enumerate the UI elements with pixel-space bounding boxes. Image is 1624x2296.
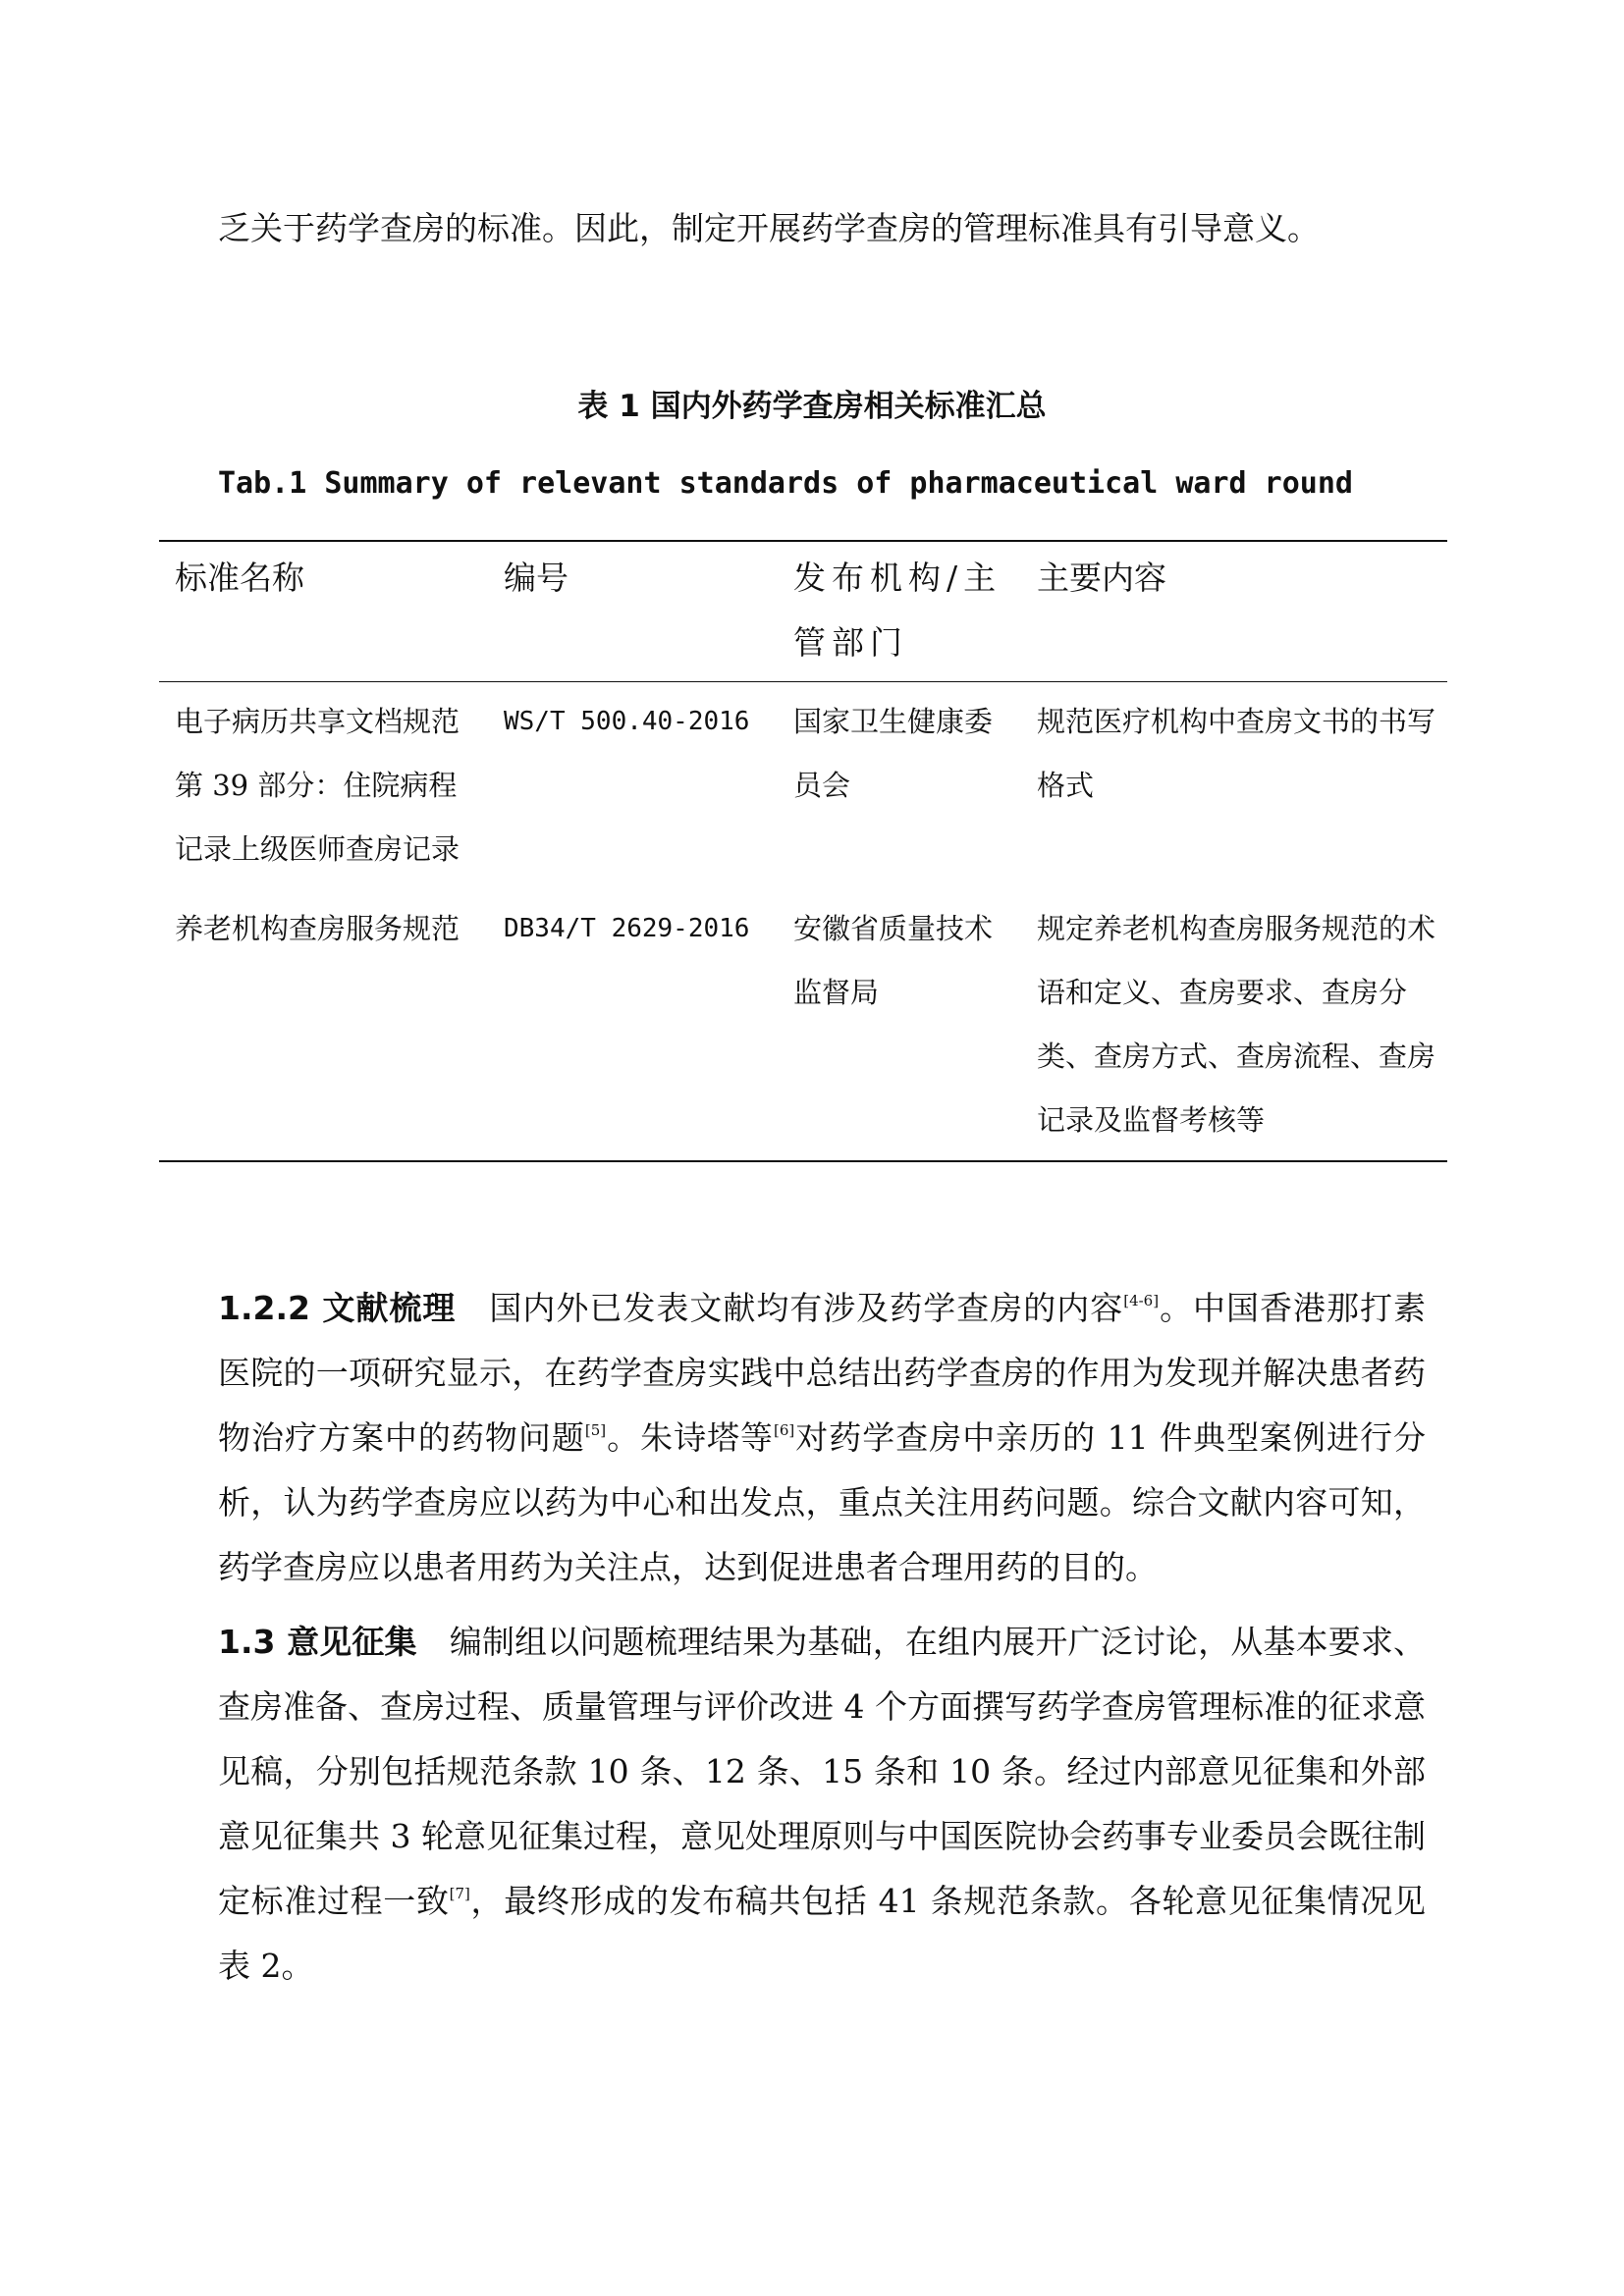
paragraph-text: 。中国香港那打素医院的一项研究显示，在药学查房实践中总结出药学查房的作用为发现并解决患者药物治疗方案中的药物问题 <box>218 1289 1427 1457</box>
cell-standard-name: 电子病历共享文档规范第 39 部分：住院病程记录上级医师查房记录 <box>175 705 460 866</box>
cell-organization: 国家卫生健康委员会 <box>793 705 994 802</box>
table-row <box>159 682 1447 890</box>
citation-ref: [6] <box>774 1421 795 1439</box>
table-caption-en: Tab.1 Summary of relevant standards of pharmaceutical ward round <box>218 466 1353 501</box>
section-1-2-2-paragraph <box>218 1276 1426 1600</box>
header-organization: 发布机构/主管部门 <box>793 559 1002 662</box>
cell-main-content: 规范医疗机构中查房文书的书写格式 <box>1037 705 1436 802</box>
cell-main-content: 规定养老机构查房服务规范的术语和定义、查房要求、查房分类、查房方式、查房流程、查房记录及监督考核等 <box>1037 912 1436 1137</box>
header-standard-name: 标准名称 <box>175 559 304 597</box>
table-row <box>159 889 1447 1161</box>
citation-ref: [5] <box>584 1421 607 1439</box>
paragraph-text: 对药学查房中亲历的 11 件典型案例进行分析，认为药学查房应以药为中心和出发点，重点关注用药问题。综合文献内容可知，药学查房应以患者用药为关注点，达到促进患者合理用药的目的。 <box>218 1418 1426 1586</box>
standards-table <box>159 540 1447 1162</box>
cell-code: WS/T 500.40-2016 <box>504 707 750 736</box>
cell-code: DB34/T 2629-2016 <box>504 914 750 943</box>
header-main-content: 主要内容 <box>1037 559 1166 597</box>
header-code: 编号 <box>504 559 568 597</box>
table-caption-cn: 表 1 国内外药学查房相关标准汇总 <box>577 389 1047 424</box>
cell-standard-name: 养老机构查房服务规范 <box>175 912 460 945</box>
section-1-3-paragraph <box>218 1610 1426 1999</box>
intro-paragraph: 乏关于药学查房的标准。因此，制定开展药学查房的管理标准具有引导意义。 <box>218 209 1320 247</box>
section-heading-1-2-2: 1.2.2 文献梳理 <box>218 1289 457 1327</box>
paragraph-text: 国内外已发表文献均有涉及药学查房的内容 <box>488 1289 1124 1327</box>
section-heading-1-3: 1.3 意见征集 <box>218 1623 417 1661</box>
citation-ref: [4-6] <box>1123 1292 1160 1309</box>
paragraph-text: 。朱诗塔等 <box>606 1418 775 1457</box>
table-header-row <box>159 541 1447 682</box>
cell-organization: 安徽省质量技术监督局 <box>793 912 994 1009</box>
paragraph-text: ，最终形成的发布稿共包括 41 条规范条款。各轮意见征集情况见表 2。 <box>218 1882 1426 1985</box>
paragraph-text: 编制组以问题梳理结果为基础，在组内展开广泛讨论，从基本要求、查房准备、查房过程、质量管理与评价改进 4 个方面撰写药学查房管理标准的征求意见稿，分别包括规范条款 10 条、12 条、15 条和 10 条。经过内部意见征集和外部意见征集共 3 轮意见征集过程，意见处理原则与中国医院协会药事专业委员会既往制定标准过程一致 <box>218 1623 1426 1920</box>
citation-ref: [7] <box>449 1885 470 1902</box>
